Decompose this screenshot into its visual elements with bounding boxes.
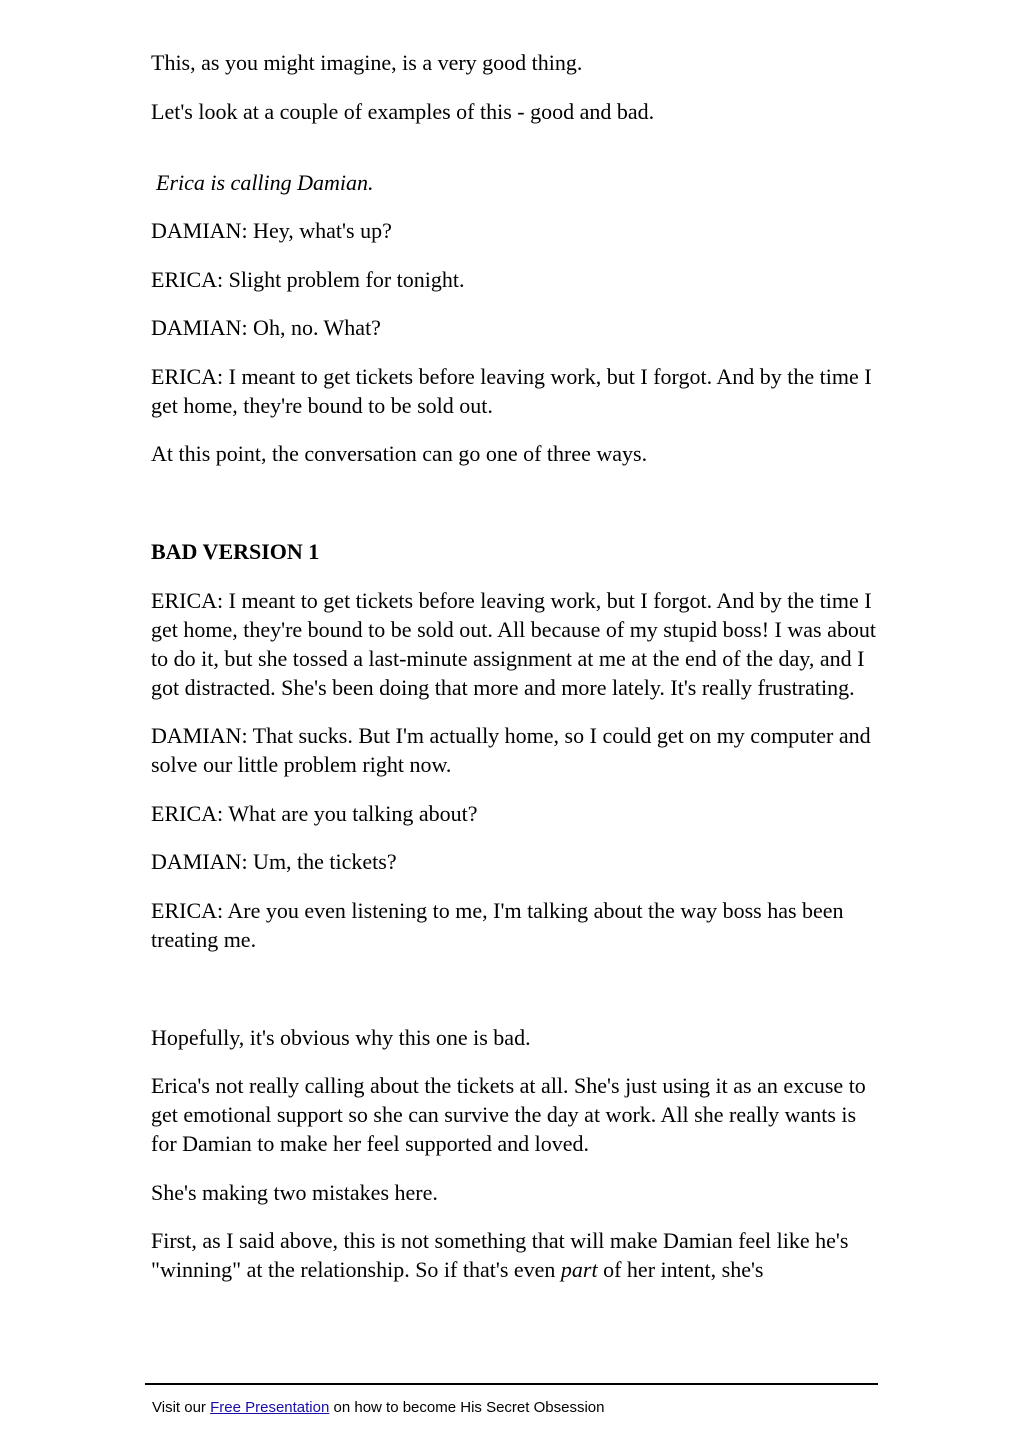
dialogue-line: ERICA: Are you even listening to me, I'm talking about the way boss has been treating me. xyxy=(151,897,844,952)
section-heading: BAD VERSION 1 xyxy=(151,539,320,564)
scene-direction: Erica is calling Damian. xyxy=(156,169,374,195)
dialogue-line: DAMIAN: Hey, what's up? xyxy=(151,218,392,243)
emphasis: part xyxy=(560,1257,598,1282)
dialogue-line: ERICA: What are you talking about? xyxy=(151,800,478,826)
dialogue-line: DAMIAN: That sucks. But I'm actually home, so I could get on my computer and solve our little problem right now. xyxy=(151,723,871,777)
footer xyxy=(152,1399,604,1417)
paragraph: This, as you might imagine, is a very good thing. xyxy=(151,50,583,75)
paragraph: Let's look at a couple of examples of this - good and bad. xyxy=(151,98,655,124)
footer-prefix: Visit our xyxy=(152,1399,211,1416)
document-body xyxy=(151,48,881,1304)
dialogue-line: ERICA: Slight problem for tonight. xyxy=(151,266,465,292)
dialogue-line: DAMIAN: Um, the tickets? xyxy=(151,849,397,874)
dialogue-line: ERICA: I meant to get tickets before leaving work, but I forgot. And by the time I get home, they're bound to be sold out. xyxy=(151,363,872,418)
footer-divider xyxy=(145,1383,878,1385)
paragraph: Erica's not really calling about the tickets at all. She's just using it as an excuse to get emotional support so she can survive the day at work. All she really wants is for Damian to make her feel supported and loved. xyxy=(151,1073,866,1156)
paragraph-text: of her intent, she's xyxy=(597,1257,764,1282)
free-presentation-link[interactable]: Free Presentation xyxy=(210,1399,330,1416)
paragraph: She's making two mistakes here. xyxy=(151,1179,438,1205)
dialogue-line: DAMIAN: Oh, no. What? xyxy=(151,315,381,340)
footer-suffix: on how to become His Secret Obsession xyxy=(329,1399,605,1416)
paragraph xyxy=(151,1226,881,1284)
paragraph: At this point, the conversation can go one of three ways. xyxy=(151,441,648,466)
paragraph-text: First, as I said above, this is not something that will make Damian feel like he's "winning" at the relationship. So if that's even xyxy=(151,1228,849,1282)
paragraph: Hopefully, it's obvious why this one is bad. xyxy=(151,1024,531,1050)
dialogue-line: ERICA: I meant to get tickets before leaving work, but I forgot. And by the time I get home, they're bound to be sold out. All because of my stupid boss! I was about to do it, but she tossed a last-minute assignment at me at the end of the day, and I got distracted. She's been doing that more and more lately. It's really frustrating. xyxy=(151,587,876,700)
